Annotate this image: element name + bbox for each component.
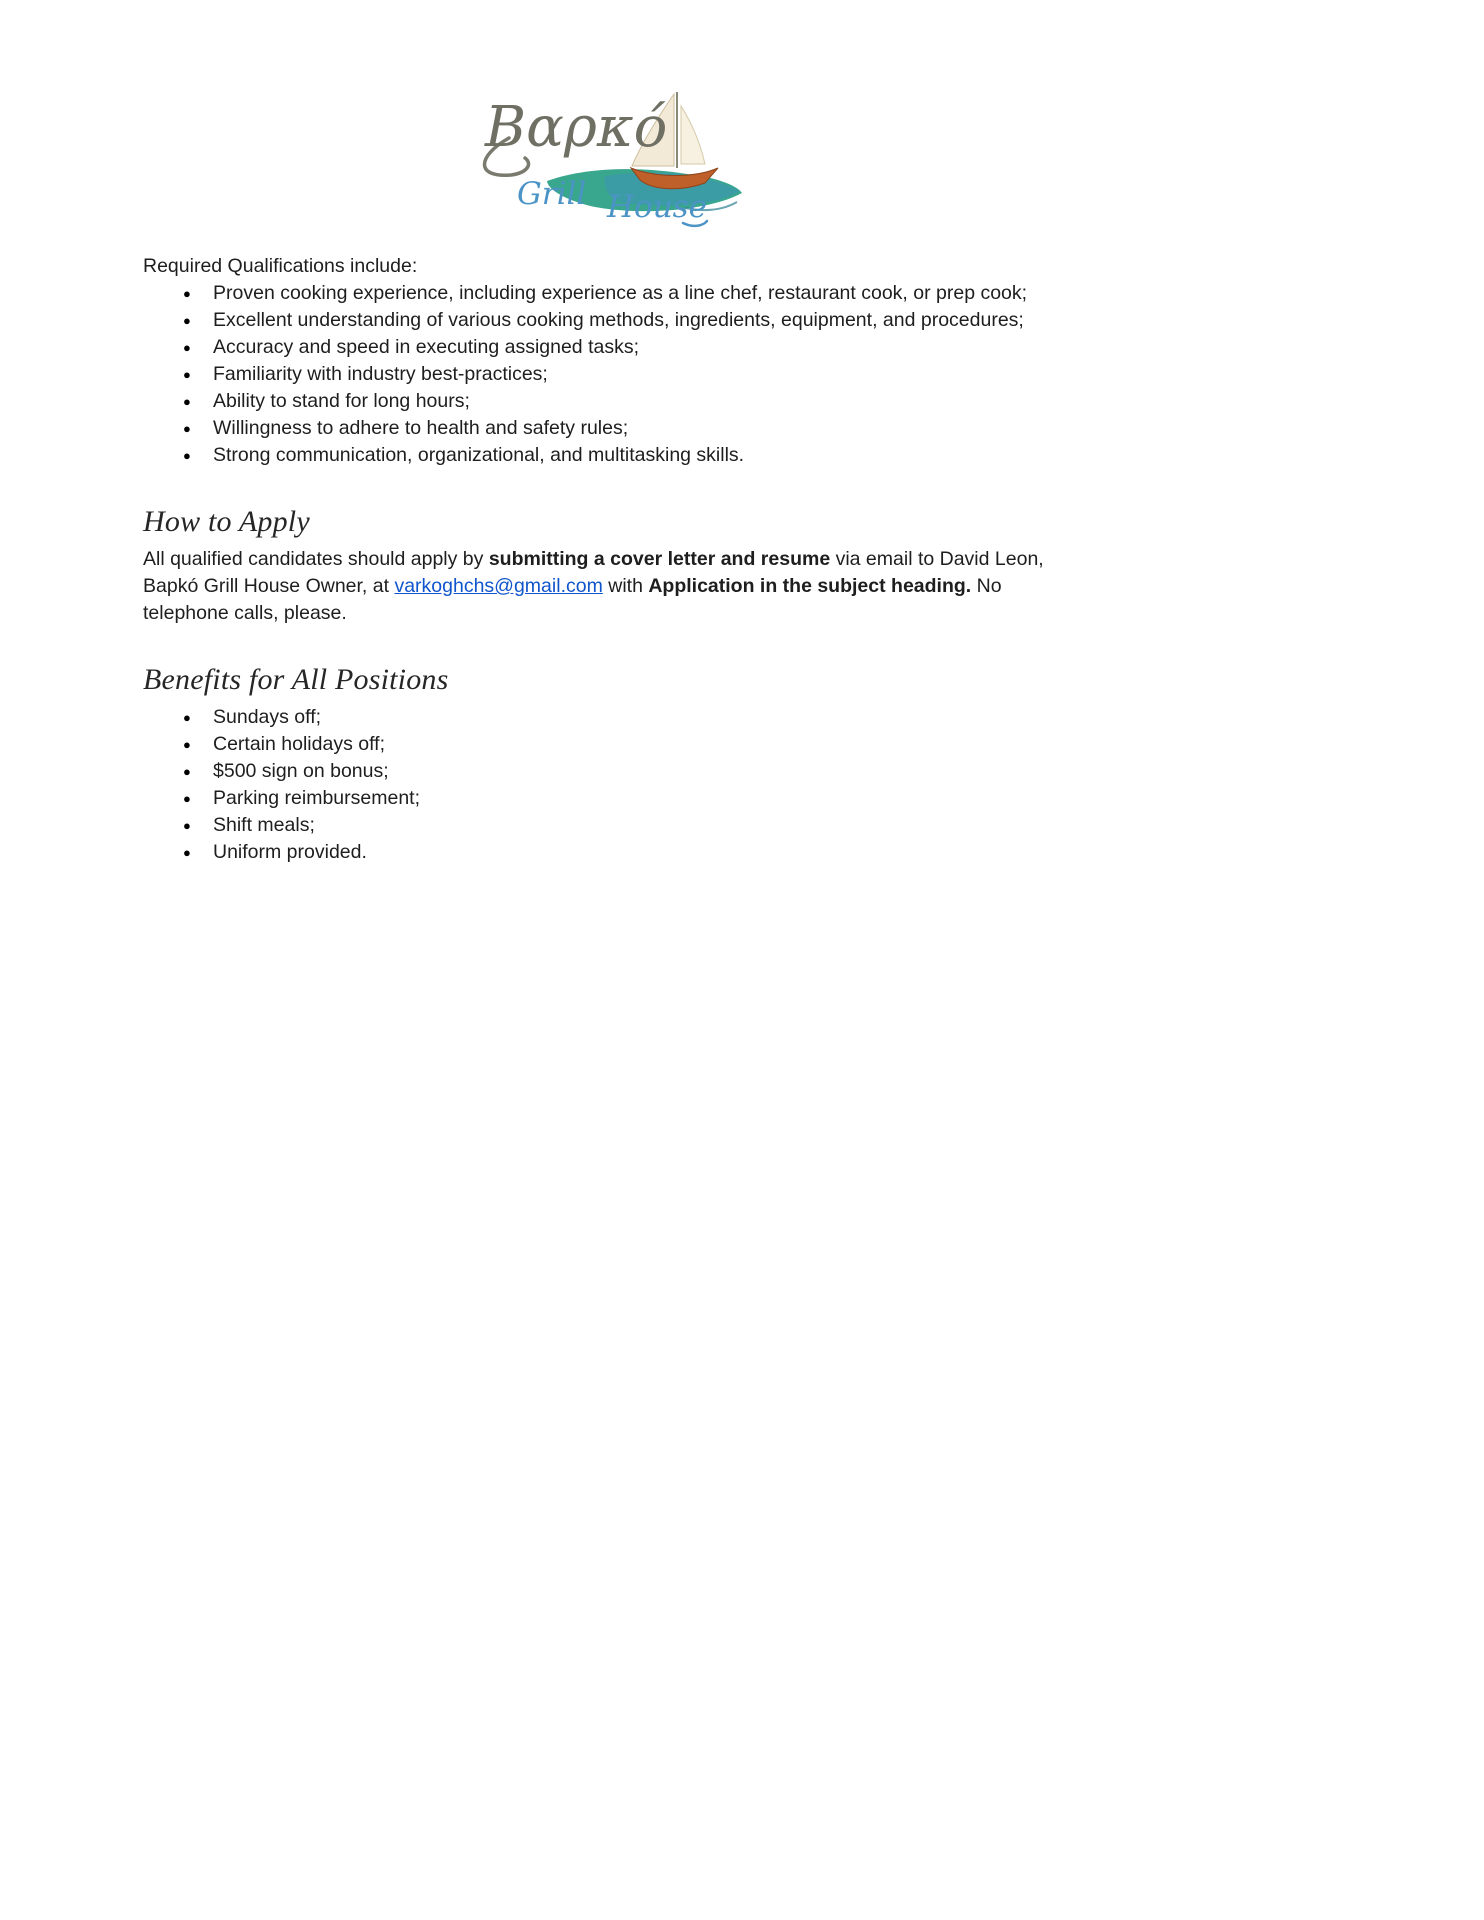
brand-name-text: Βαρκό [485,95,668,160]
benefits-heading: Benefits for All Positions [143,663,449,696]
paragraph-line [143,573,1344,600]
qualification-item: ● Accuracy and speed in executing assigned tasks; [183,334,1344,361]
tagline-grill-text: Grill [517,176,587,212]
benefit-item: ● Uniform provided. [183,839,1344,866]
document-body [143,253,1344,866]
qualification-item: ● Excellent understanding of various cooking methods, ingredients, equipment, and procedures; [183,307,1344,334]
brand-logo [455,80,755,235]
paragraph-text: via email to David Leon, [830,548,1044,570]
qualifications-heading: Required Qualifications include: [143,255,418,277]
paragraph-bold-text: submitting a cover letter and resume [488,548,831,570]
benefit-item: ● Shift meals; [183,812,1344,839]
paragraph-text: No [971,575,1002,597]
benefit-item: ● Certain holidays off; [183,731,1344,758]
qualification-item: ● Willingness to adhere to health and safety rules; [183,415,1344,442]
paragraph-text: Bapkó Grill House Owner, at [143,575,395,597]
benefit-item: ● Parking reimbursement; [183,785,1344,812]
benefit-item: ● Sundays off; [183,704,1344,731]
email-link[interactable]: varkoghchs@gmail.com [394,575,603,597]
paragraph-line [143,546,1344,573]
brand-logo-graphic [455,80,755,235]
paragraph-text: All qualified candidates should apply by [143,548,489,570]
paragraph-line: telephone calls, please. [143,602,347,624]
qualification-item: ● Familiarity with industry best-practices; [183,361,1344,388]
qualification-item: ● Proven cooking experience, including experience as a line chef, restaurant cook, or prep cook; [183,280,1344,307]
paragraph-text: with [602,575,649,597]
benefit-item: ● $500 sign on bonus; [183,758,1344,785]
how-to-apply-paragraph [143,546,1344,627]
paragraph-bold-text: Application in the subject heading. [648,575,972,597]
benefits-list [143,704,1344,866]
tagline-house-text: House [607,189,707,225]
qualification-item: ● Ability to stand for long hours; [183,388,1344,415]
qualifications-list [143,280,1344,469]
qualification-item: ● Strong communication, organizational, and multitasking skills. [183,442,1344,469]
how-to-apply-heading: How to Apply [143,505,310,538]
